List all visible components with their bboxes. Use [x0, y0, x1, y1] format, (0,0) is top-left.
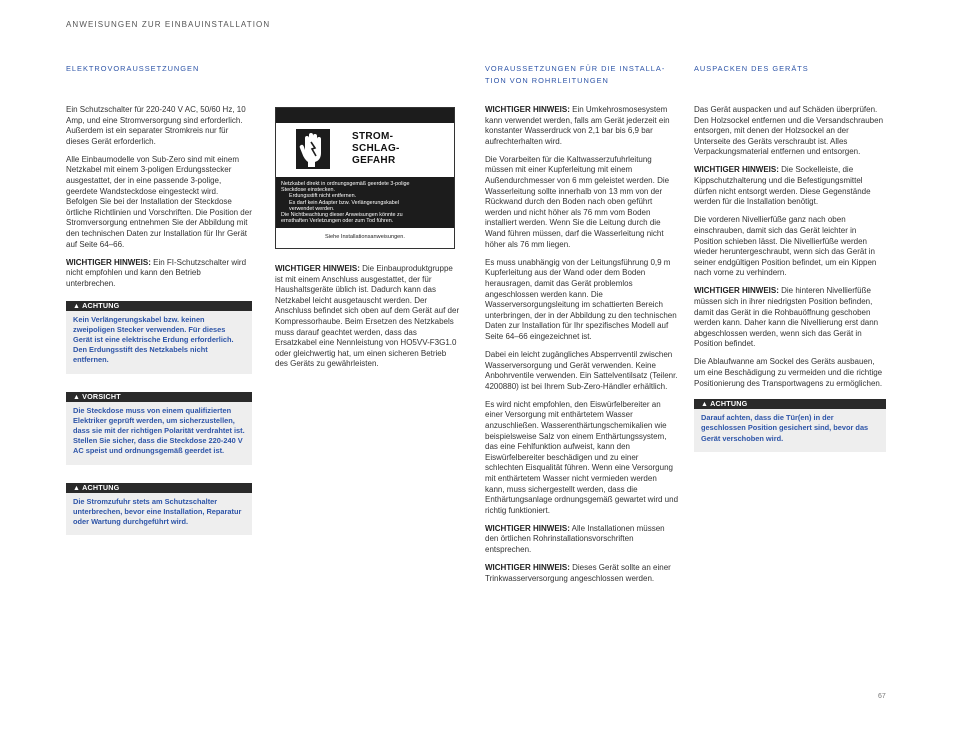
paragraph: Ein Schutzschalter für 220-240 V AC, 50/60 Hz, 10 Amp, und eine Stromversorgung sind erforderlich. Außerdem ist ein separater Stromkreis nur für dieses Gerät erforderlich. [66, 105, 246, 146]
electric-shock-hand-icon [296, 129, 330, 169]
paragraph: Alle Einbaumodelle von Sub-Zero sind mit einem Netzkabel mit einem 3-poligen Erdungsstecker ausgestattet, der in eine passende 3-polige, geerdete Wandsteckdose eingesteckt wird. Befolgen Sie bei der Installation der Steckdose örtliche Richtlinien und Vorschriften. Die Position der Stromversorgung entnehmen Sie der Abbildung mit den technischen Daten zur Installation für Ihr Gerät auf Seite 64–66. [66, 154, 252, 249]
warning-triangle-icon: ▲ [701, 401, 709, 409]
hint-text: Dieses Gerät sollte an einer Trinkwasserversorgung angeschlossen werden. [485, 563, 671, 583]
callout-text: Die Steckdose muss von einem qualifizierten Elektriker geprüft werden, um sicherzustellen, dass sie mit der richtigen Polarität verdrahtet ist. Stellen Sie sicher, dass die Steckdose 220-240 V AC speist und ordnungsgemäß geerdet ist. [73, 405, 245, 456]
callout-text: Kein Verlängerungskabel bzw. keinen zweipoligen Stecker verwenden. Für dieses Gerät ist eine elektrische Erdung erforderlich. Den Erdungsstift des Netzkabels nicht entfernen. [73, 314, 234, 365]
callout-label: ACHTUNG [710, 399, 748, 409]
hint-text: Die hinteren Nivellierfüße müssen sich in ihrer niedrigsten Position befinden, damit das Gerät in die Rohbauöffnung geschoben werden kann. Daher kann die Nivellierung erst dann abgeschlossen werden, wenn sich das Gerät in Position befindet. [694, 286, 879, 349]
paragraph-hint [485, 524, 678, 556]
hint-label: WICHTIGER HINWEIS: [485, 523, 570, 533]
heading-auspacken: AUSPACKEN DES GERÄTS [694, 64, 809, 73]
hint-label: WICHTIGER HINWEIS: [485, 105, 570, 114]
callout-label: VORSICHT [82, 391, 121, 401]
column-unpacking [694, 105, 886, 452]
running-header: ANWEISUNGEN ZUR EINBAUINSTALLATION [66, 20, 271, 29]
hint-label: WICHTIGER HINWEIS: [275, 264, 360, 274]
shock-instructions: Netzkabel direkt in ordnungsgemäß geerdete 3-polige Steckdose einstecken. Erdungsstift nicht entfernen. Es darf kein Adapter bzw. Verlängerungskabel verwendet werden. Die Nichtbeachtung dieser Anweisungen könnte zu ernsthaften Verletzungen oder zum Tod führen. [276, 177, 454, 228]
hint-label: WICHTIGER HINWEIS: [66, 257, 151, 267]
callout-vorsicht [66, 392, 252, 465]
paragraph-hint [485, 105, 678, 147]
shock-title: STROM- SCHLAG- GEFAHR [352, 131, 400, 166]
heading-elektrovoraussetzungen: ELEKTROVORAUSSETZUNGEN [66, 64, 200, 73]
callout-achtung [66, 483, 252, 536]
hint-text: Ein Umkehrosmosesystem kann verwendet werden, falls am Gerät jederzeit ein konstanter Wasserdruck von 2,1 bar bis 6,9 bar aufrechterhalten wird. [485, 105, 670, 146]
paragraph: Die Vorarbeiten für die Kaltwasserzufuhrleitung müssen mit einer Kupferleitung mit einem Außendurchmesser von 6 mm geleistet werden. Die Wasserleitung sollte innerhalb von 13 mm von der Rückwand durch den Boden nach oben geführt werden und nicht höher als 76 mm vom Boden installiert werden. Wenn Sie die Leitung durch die Wand führen müssen, darf die Wasserleitung nicht höher als 76 mm liegen. [485, 154, 670, 249]
hint-label: WICHTIGER HINWEIS: [485, 563, 570, 573]
page-number: 67 [878, 693, 886, 700]
paragraph-hint [694, 165, 886, 207]
hint-text: Alle Installationen müssen den örtlichen Rohrinstallationsvorschriften entsprechen. [485, 523, 665, 555]
heading-rohrleitungen: VORAUSSETZUNGEN FÜR DIE INSTALLA- TION VON ROHRLEITUNGEN [485, 64, 666, 85]
shock-hazard-label [275, 107, 455, 249]
callout-label: ACHTUNG [82, 300, 120, 310]
shock-footer: Siehe Installationsanweisungen. [325, 234, 405, 241]
paragraph-hint [694, 286, 886, 350]
hint-label: WICHTIGER HINWEIS: [694, 165, 779, 175]
paragraph: Es wird nicht empfohlen, den Eiswürfelbereiter an einer Versorgung mit enthärtetem Wasser anzuschließen. Wasserenthärtungschemikalien wie beispielsweise Salz von einem Enthärtungssystem, das eine Fehlfunktion aufweist, kann den Eiswürfelbereiter beschädigen und zu einer schlechten Eisqualität führen. Wenn eine Versorgung mit enthärtetem Wasser nicht vermieden werden kann, muss sichergestellt werden, dass die Enthärtungsanlage ordnungsgemäß gewartet wird und richtig funktioniert. [485, 399, 679, 515]
callout-text: Darauf achten, dass die Tür(en) in der geschlossen Position gesichert sind, bevor das Gerät verschoben wird. [701, 413, 869, 443]
hint-text: Die Sockelleiste, die Kippschutzhalterung und die Befestigungsmittel dürfen nicht entsorgt werden. Diese Gegenstände werden für die Installation benötigt. [694, 165, 871, 207]
hint-text: Die Einbauproduktgruppe ist mit einem Anschluss ausgestattet, der für Haushaltsgeräte üblich ist. Dadurch kann das Netzkabel leicht ausgetauscht werden. Der Anschluss befindet sich oben auf dem Gerät auf der Kompressorhaube. Beim Ersetzen des Netzkabels muss darauf geachtet werden, dass das Ersatzkabel eine Nennleistung von HO5VV-F3G1.0 oder gleichwertig hat, um einen sicheren Betrieb des Geräts zu gewährleisten. [275, 264, 460, 369]
hint-label: WICHTIGER HINWEIS: [694, 286, 779, 296]
paragraph: Dabei ein leicht zugängliches Absperrventil zwischen Wasserversorgung und Gerät verwenden. Keine Anbohrventile verwenden. Ein Sattelventilsatz (Teilenr. 4200880) ist bei Ihrem Sub-Zero-Händler erhältlich. [485, 349, 678, 391]
column-electrical [66, 105, 252, 535]
warning-triangle-icon: ▲ [73, 484, 81, 492]
callout-achtung [694, 399, 886, 452]
column-connection [275, 107, 460, 377]
warning-triangle-icon: ▲ [73, 393, 81, 401]
warning-triangle-icon: ▲ [73, 302, 81, 310]
callout-achtung [66, 301, 252, 374]
paragraph: Die Ablaufwanne am Sockel des Geräts ausbauen, um eine Beschädigung zu vermeiden und die richtige Positionierung des Transportwagens zu ermöglichen. [694, 357, 883, 388]
paragraph: Das Gerät auspacken und auf Schäden überprüfen. Den Holzsockel entfernen und die Versandschrauben entsorgen, mit denen der Holzsockel an der Unterseite des Geräts verschraubt ist. Alles Verpackungsmaterial entfernen und entsorgen. [694, 105, 884, 157]
hint-text: Ein FI-Schutzschalter wird nicht empfohlen und kann den Betrieb unterbrechen. [66, 257, 247, 288]
paragraph-hint [66, 258, 252, 290]
column-plumbing [485, 105, 678, 592]
paragraph: Die vorderen Nivellierfüße ganz nach oben einschrauben, damit sich das Gerät leichter in Position schieben lässt. Die Nivellierfüße werden wieder heruntergeschraubt, wenn sich das Gerät in seiner endgültigen Position befindet, um ein Kippen nach vorne zu verhindern. [694, 215, 877, 278]
callout-label: ACHTUNG [82, 482, 120, 492]
callout-text: Die Stromzufuhr stets am Schutzschalter unterbrechen, bevor eine Installation, Reparatur oder Wartung durchgeführt wird. [73, 496, 242, 526]
paragraph-hint [275, 264, 460, 370]
paragraph-hint [485, 563, 678, 584]
paragraph: Es muss unabhängig von der Leitungsführung 0,9 m Kupferleitung aus der Wand oder dem Boden herausragen, damit das Gerät problemlos angeschlossen werden kann. Die Wasserversorgungsleitung im schattierten Bereich unterbringen, der in der Abbildung zu den technischen Daten zur Installation für Ihr spezifisches Modell auf Seite 64–66 eingezeichnet ist. [485, 257, 677, 341]
